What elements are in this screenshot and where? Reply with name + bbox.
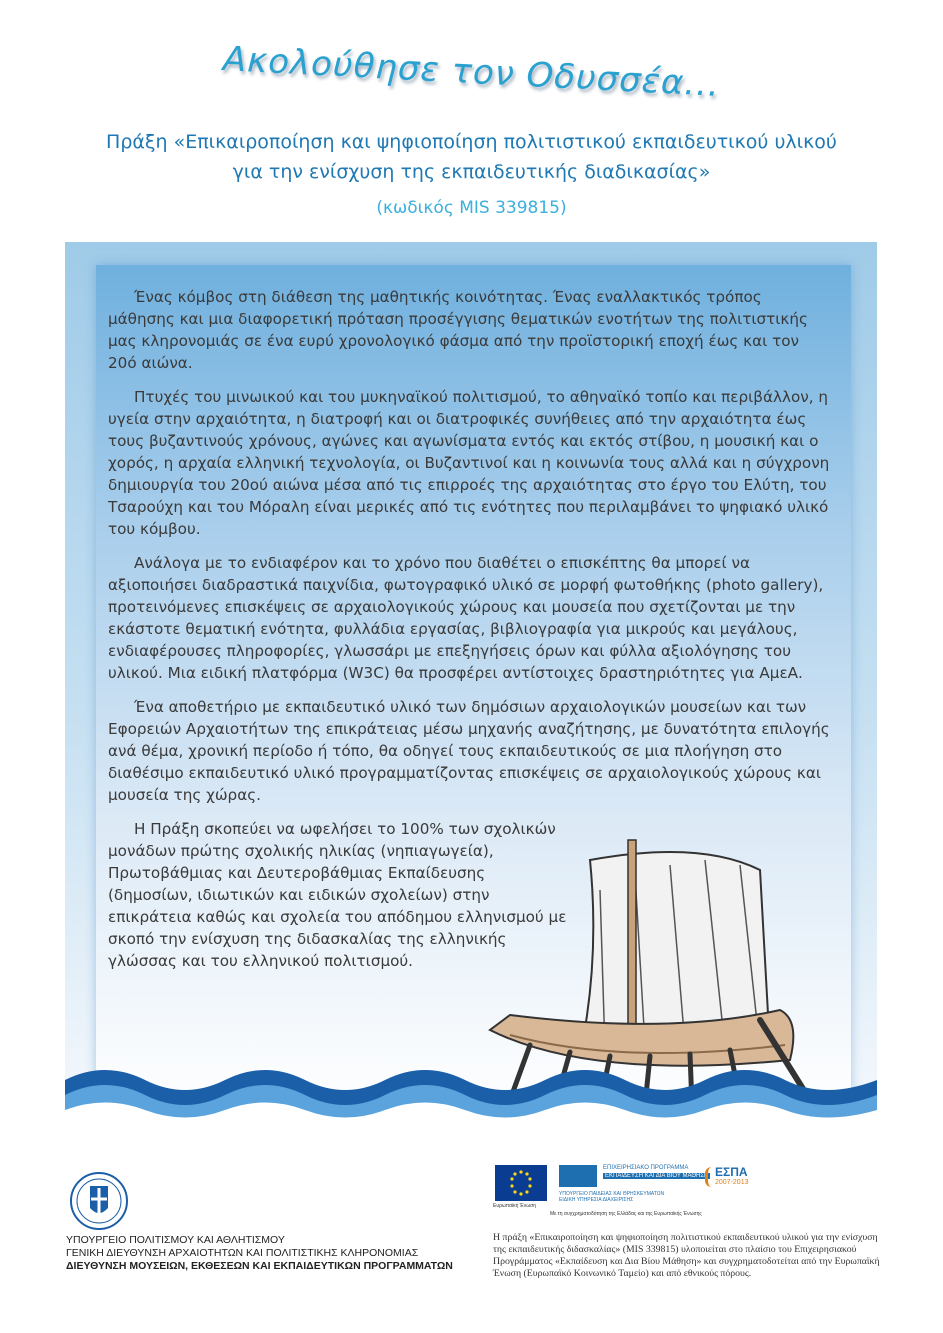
mis-code: (κωδικός MIS 339815) (376, 198, 567, 218)
funding-logos (495, 1165, 785, 1225)
ministry-line-1: ΥΠΟΥΡΓΕΙΟ ΠΟΛΙΤΙΣΜΟΥ ΚΑΙ ΑΘΛΗΤΙΣΜΟΥ (66, 1234, 285, 1246)
epeaek-icon (559, 1165, 597, 1187)
paragraph-1: Ένας κόμβος στη διάθεση της μαθητικής κοινότητας. Ένας εναλλακτικός τρόπος μάθησης και μια διαφορετική πρόταση προσέγγισης θεματικών ενοτήτων της πολιτιστικής μας κληρονομιάς σε ένα ευρύ χρονολογικό φάσμα από την προϊστορική εποχή έως και τον 20ό αιώνα. (108, 288, 808, 372)
page-title: Ακολούθησε τον Οδυσσέα... (222, 39, 721, 105)
epeaek-line-4: ΕΙΔΙΚΗ ΥΠΗΡΕΣΙΑ ΔΙΑΧΕΙΡΙΣΗΣ (559, 1197, 634, 1203)
epeaek-line-1: ΕΠΙΧΕΙΡΗΣΙΑΚΟ ΠΡΟΓΡΑΜΜΑ (603, 1165, 689, 1171)
epeaek-line-3: ΥΠΟΥΡΓΕΙΟ ΠΑΙΔΕΙΑΣ ΚΑΙ ΘΡΗΣΚΕΥΜΑΤΩΝ (559, 1191, 665, 1197)
cofund-line: Με τη συγχρηματοδότηση της Ελλάδας και της Ευρωπαϊκής Ένωσης (550, 1211, 702, 1217)
espa-logo (705, 1165, 767, 1205)
epeaek-logo (559, 1165, 709, 1205)
paragraph-2: Πτυχές του μινωικού και του μυκηναϊκού πολιτισμού, το αθηναϊκό τοπίο και περιβάλλον, η υγεία στην αρχαιότητα, η διατροφή και οι διατροφικές συνήθειες από την αρχαιότητα έως τους βυζαντινούς χρόνους, αγώνες και αγωνίσματα εντός και εκτός στίβου, η μουσική και ο χορός, η αρχαία ελληνική τεχνολογία, οι Βυζαντινοί και η κοινωνία τους αλλά και η σύγχρονη δημιουργία του 20ού αιώνα μέσα από τις επιρροές της αρχαιότητας στο έργο του Ελύτη, του Τσαρούχη και του Μόραλη είναι μερικές από τις ενότητες που περιλαμβάνει το ψηφιακό υλικό του κόμβου. (108, 388, 830, 538)
paragraph-5: Η Πράξη σκοπεύει να ωφελήσει το 100% των σχολικών μονάδων πρώτης σχολικής ηλικίας (νηπιαγωγεία), Πρωτοβάθμιας και Δευτεροβάθμιας Εκπαίδευσης (δημοσίων, ιδιωτικών και ειδικών σχολείων) στην επικράτεια καθώς και σχολεία του απόδημου ελληνισμού με σκοπό την ενίσχυση της διδασκαλίας της ελληνικής γλώσσας και του ελληνικού πολιτισμού. (108, 820, 567, 970)
sea-waves-decoration (65, 1040, 877, 1125)
paragraph-3: Ανάλογα με το ενδιαφέρον και το χρόνο που διαθέτει ο επισκέπτης θα μπορεί να αξιοποιήσει διαδραστικά παιχνίδια, φωτογραφικό υλικό σε μορφή φωτοθήκης (photo gallery), προτεινόμενες επισκέψεις σε αρχαιολογικούς χώρους και μουσεία που σχετίζονται με την εκάστοτε θεματική ενότητα, φυλλάδια εργασίας, βιβλιογραφία για μικρούς και μεγάλους, ενδιαφέρουσες πληροφορίες, γλωσσάρι με επεξηγήσεις όρων και φύλλα αξιολόγησης του υλικού. Μια ειδική πλατφόρμα (W3C) θα προσφέρει αντίστοιχες δραστηριότητες για ΑμεΑ. (108, 554, 824, 682)
ministry-line-3: ΔΙΕΥΘΥΝΣΗ ΜΟΥΣΕΙΩΝ, ΕΚΘΕΣΕΩΝ ΚΑΙ ΕΚΠΑΙΔΕΥΤΙΚΩΝ ΠΡΟΓΡΑΜΜΑΤΩΝ (66, 1260, 453, 1272)
espa-years: 2007-2013 (715, 1179, 749, 1186)
eu-caption: Ευρωπαϊκή Ένωση (493, 1203, 536, 1209)
funding-statement: Η πράξη «Επικαιροποίηση και ψηφιοποίηση πολιτιστικού εκπαιδευτικού υλικού για την ενίσχυση της εκπαιδευτικής διδασκαλίας» (MIS 339815) υλοποιείται στο πλαίσιο του Επιχειρησιακού Προγράμματος «Εκπαίδευση και Δια Βίου Μάθηση» και συγχρηματοδοτείται από την Ευρωπαϊκή Ένωση (Ευρωπαϊκό Κοινωνικό Ταμείο) και από εθνικούς πόρους. (493, 1232, 880, 1279)
ministry-line-2: ΓΕΝΙΚΗ ΔΙΕΥΘΥΝΣΗ ΑΡΧΑΙΟΤΗΤΩΝ ΚΑΙ ΠΟΛΙΤΙΣΤΙΚΗΣ ΚΛΗΡΟΝΟΜΙΑΣ (66, 1247, 419, 1259)
espa-name: ΕΣΠΑ (715, 1165, 748, 1179)
epeaek-line-2: ΕΚΠΑΙΔΕΥΣΗ ΚΑΙ ΔΙΑ ΒΙΟΥ ΜΑΘΗΣΗ (605, 1173, 709, 1179)
eu-flag-icon (495, 1165, 547, 1201)
paragraph-4: Ένα αποθετήριο με εκπαιδευτικό υλικό των δημόσιων αρχαιολογικών μουσείων και των Εφορειών Αρχαιοτήτων της επικράτειας μέσω μηχανής αναζήτησης, με δυνατότητα επιλογής ανά θέμα, χρονική περίοδο ή τόπο, θα οδηγεί τους εκπαιδευτικούς σε μια πλοήγηση στο διαθέσιμο εκπαιδευτικό υλικό προγραμματίζοντας επισκέψεις σε αρχαιολογικούς χώρους και μουσεία της χώρας. (108, 698, 830, 804)
greek-state-emblem-icon (68, 1170, 130, 1232)
subtitle-line-2: για την ενίσχυση της εκπαιδευτικής διαδικασίας» (232, 161, 711, 183)
subtitle-line-1: Πράξη «Επικαιροποίηση και ψηφιοποίηση πολιτιστικού εκπαιδευτικού υλικού (106, 131, 837, 153)
ministry-info (66, 1234, 453, 1273)
